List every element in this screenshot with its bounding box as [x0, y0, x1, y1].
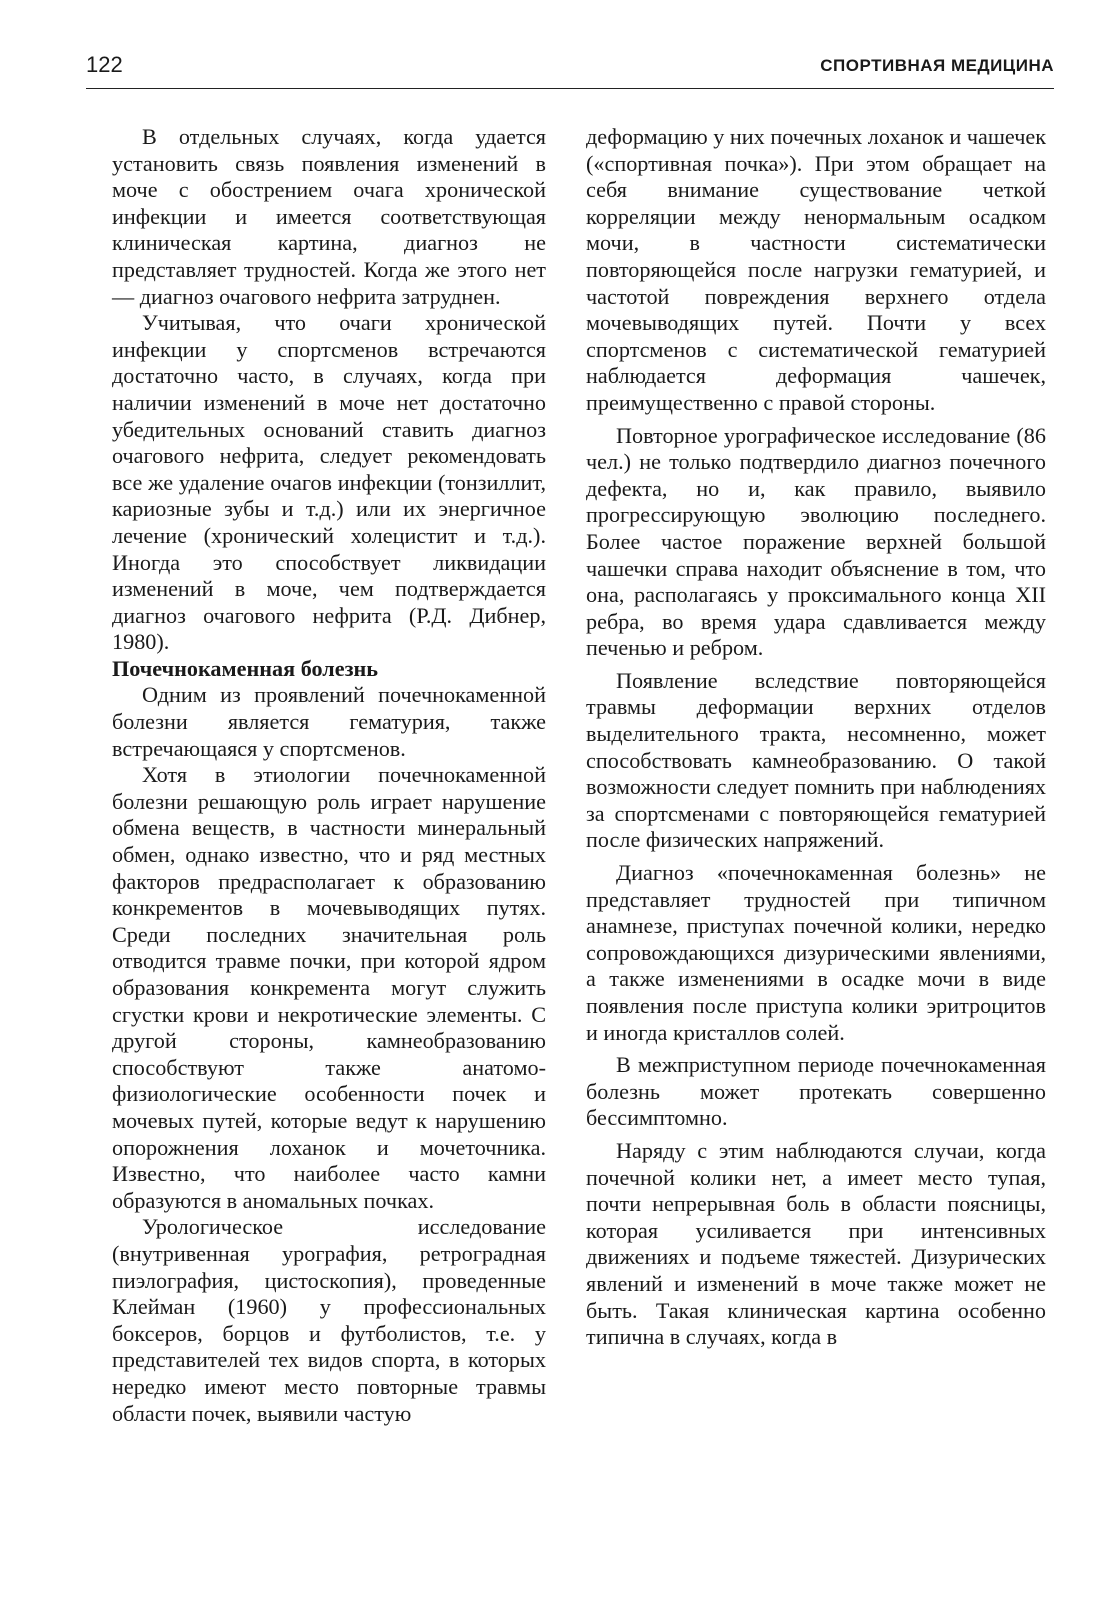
section-heading: Почечнокаменная болезнь — [112, 655, 379, 681]
paragraph: Повторное урографическое исследование (86 чел.) не только подтвердило диагноз почечного дефекта, но и, как правило, выявило прогрессирующую эволюцию последнего. Более частое поражение верхней большой чашечки справа находит объяснение в том, что она, располагаясь у проксимального конца XII ребра, во время удара сдавливается между печенью и ребром. — [586, 422, 1046, 661]
paragraph: Появление вследствие повторяющейся травмы деформации верхних отделов выделительного тракта, несомненно, может способствовать камнеобразованию. О такой возможности следует помнить при наблюдениях за спортсменами с повторяющейся гематурией после физических напряжений. — [586, 667, 1046, 853]
paragraph: Диагноз «почечнокаменная болезнь» не представляет трудностей при типичном анамнезе, приступах почечной колики, нередко сопровождающихся дизурическими явлениями, а также изменениями в осадке мочи в виде появления после приступа колики эритроцитов и иногда кристаллов солей. — [586, 860, 1046, 1045]
page-number: 122 — [86, 52, 123, 77]
paragraph: Учитывая, что очаги хронической инфекции у спортсменов встречаются достаточно часто, в случаях, когда при наличии изменений в моче нет достаточно убедительных оснований ставить диагноз очагового нефрита, следует рекомендовать все же удаление очагов инфекции (тонзиллит, кариозные зубы и т.д.) или их энергичное лечение (хронический холецистит и т.д.). Иногда это способствует ликвидации изменений в моче, чем подтверждается диагноз очагового нефрита (Р.Д. Дибнер, 1980). — [112, 310, 546, 655]
paragraph: Наряду с этим наблюдаются случаи, когда почечной колики нет, а имеет место тупая, почти непрерывная боль в области поясницы, которая усиливается при интенсивных движениях и подъеме тяжестей. Дизурических явлений и изменений в моче также может не быть. Такая клиническая картина особенно типична в случаях, когда в — [586, 1137, 1046, 1350]
page-header — [86, 48, 1054, 89]
paragraph: В межприступном периоде почечнокаменная болезнь может протекать совершенно бессимптомно. — [586, 1052, 1046, 1131]
paragraph: Урологическое исследование (внутривенная урография, ретроградная пиэлография, цистоскопия), проведенные Клейман (1960) у профессиональных боксеров, борцов и футболистов, т.е. у представителей тех видов спорта, в которых нередко имеют место повторные травмы области почек, выявили частую — [112, 1214, 546, 1426]
left-column — [112, 124, 546, 1427]
running-title: СПОРТИВНАЯ МЕДИЦИНА — [820, 56, 1054, 75]
paragraph: Хотя в этиологии почечнокаменной болезни решающую роль играет нарушение обмена веществ, в частности минеральный обмен, однако известно, что и ряд местных факторов предрасполагает к образованию конкрементов в мочевыводящих путях. Среди последних значительная роль отводится травме почки, при которой ядром образования конкремента могут служить сгустки крови и некротические элементы. С другой стороны, камнеобразованию способствуют также анатомо-физиологические особенности почек и мочевых путей, которые ведут к нарушению опорожнения лоханок и мочеточника. Известно, что наиболее часто камни образуются в аномальных почках. — [112, 762, 546, 1213]
paragraph: Одним из проявлений почечнокаменной болезни является гематурия, также встречающаяся у спортсменов. — [112, 682, 546, 761]
paragraph: В отдельных случаях, когда удается установить связь появления изменений в моче с обострением очага хронической инфекции и имеется соответствующая клиническая картина, диагноз не представляет трудностей. Когда же этого нет — диагноз очагового нефрита затруднен. — [112, 124, 546, 309]
right-column — [586, 124, 1046, 1351]
paragraph-continued: деформацию у них почечных лоханок и чашечек («спортивная почка»). При этом обращает на себя внимание существование четкой корреляции между ненормальным осадком мочи, в частности систематически повторяющейся после нагрузки гематурией, и частотой повреждения верхнего отдела мочевыводящих путей. Почти у всех спортсменов с систематической гематурией наблюдается деформация чашечек, преимущественно с правой стороны. — [586, 124, 1046, 415]
